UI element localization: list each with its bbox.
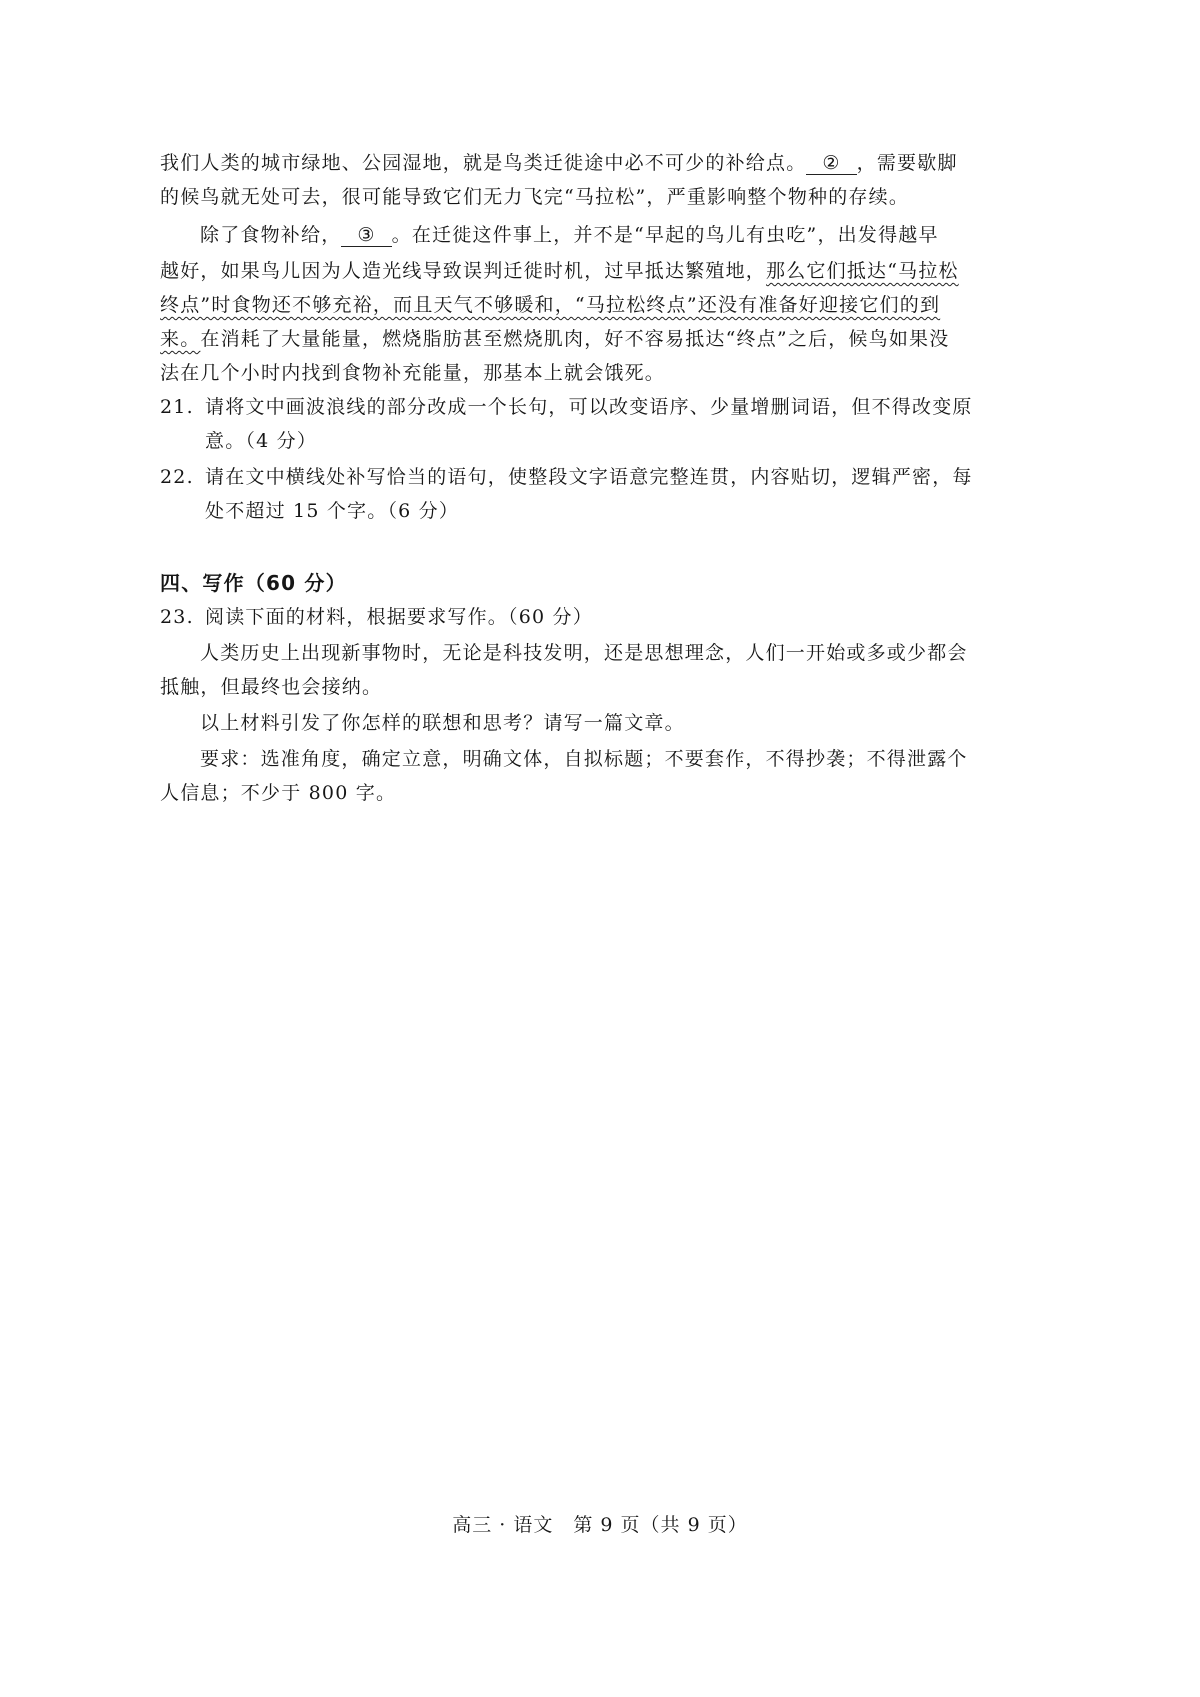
passage-text: 在消耗了大量能量，燃烧脂肪甚至燃烧肌肉，好不容易抵达“终点”之后，候鸟如果没 (200, 328, 950, 350)
passage-line-4 (160, 256, 959, 286)
passage-line-1 (160, 148, 958, 178)
question-text: 请将文中画波浪线的部分改成一个长句，可以改变语序、少量增删词语，但不得改变原 (205, 396, 973, 418)
passage-line-2: 的候鸟就无处可去，很可能导致它们无力飞完“马拉松”，严重影响整个物种的存续。 (160, 186, 910, 208)
question-number: 21. (160, 396, 194, 418)
page-footer: 高三 · 语文 第 9 页（共 9 页） (452, 1514, 748, 1536)
wavy-underlined-text: 那么它们抵达“马拉松 (766, 260, 959, 282)
passage-text: 。在迁徙这件事上，并不是“早起的鸟儿有虫吃”，出发得越早 (391, 224, 939, 246)
requirements-line-1: 要求：选准角度，确定立意，明确文体，自拟标题；不要套作，不得抄袭；不得泄露个 (200, 748, 968, 770)
passage-text: ，需要歇脚 (856, 152, 958, 174)
passage-text: 越好，如果鸟儿因为人造光线导致误判迁徙时机，过早抵达繁殖地， (160, 260, 767, 282)
writing-prompt: 以上材料引发了你怎样的联想和思考？请写一篇文章。 (200, 712, 685, 734)
section-heading-writing: 四、写作（60 分） (160, 571, 347, 595)
wavy-underlined-text: 来。 (160, 328, 201, 350)
question-number: 23. (160, 606, 194, 628)
material-line-2: 抵触，但最终也会接纳。 (160, 676, 383, 698)
wavy-underlined-text: 终点”时食物还不够充裕，而且天气不够暖和，“马拉松终点”还没有准备好迎接它们的到 (160, 294, 941, 316)
material-line-1: 人类历史上出现新事物时，无论是科技发明，还是思想理念，人们一开始或多或少都会 (200, 642, 968, 664)
question-text: 阅读下面的材料，根据要求写作。（60 分） (205, 606, 593, 628)
question-22-line-2: 处不超过 15 个字。（6 分） (205, 500, 460, 522)
passage-line-6 (160, 324, 949, 354)
question-21-line-2: 意。（4 分） (205, 430, 318, 452)
question-text: 请在文中横线处补写恰当的语句，使整段文字语意完整连贯，内容贴切，逻辑严密，每 (205, 466, 973, 488)
passage-text: 我们人类的城市绿地、公园湿地，就是鸟类迁徙途中必不可少的补给点。 (160, 152, 807, 174)
fill-blank-2: ② (806, 152, 856, 175)
passage-text: 除了食物补给， (200, 224, 342, 246)
question-number: 22. (160, 466, 194, 488)
passage-line-5 (160, 290, 940, 320)
requirements-line-2: 人信息；不少于 800 字。 (160, 782, 397, 804)
passage-line-3 (200, 220, 939, 250)
passage-line-7: 法在几个小时内找到食物补充能量，那基本上就会饿死。 (160, 362, 666, 384)
fill-blank-3: ③ (341, 224, 391, 247)
